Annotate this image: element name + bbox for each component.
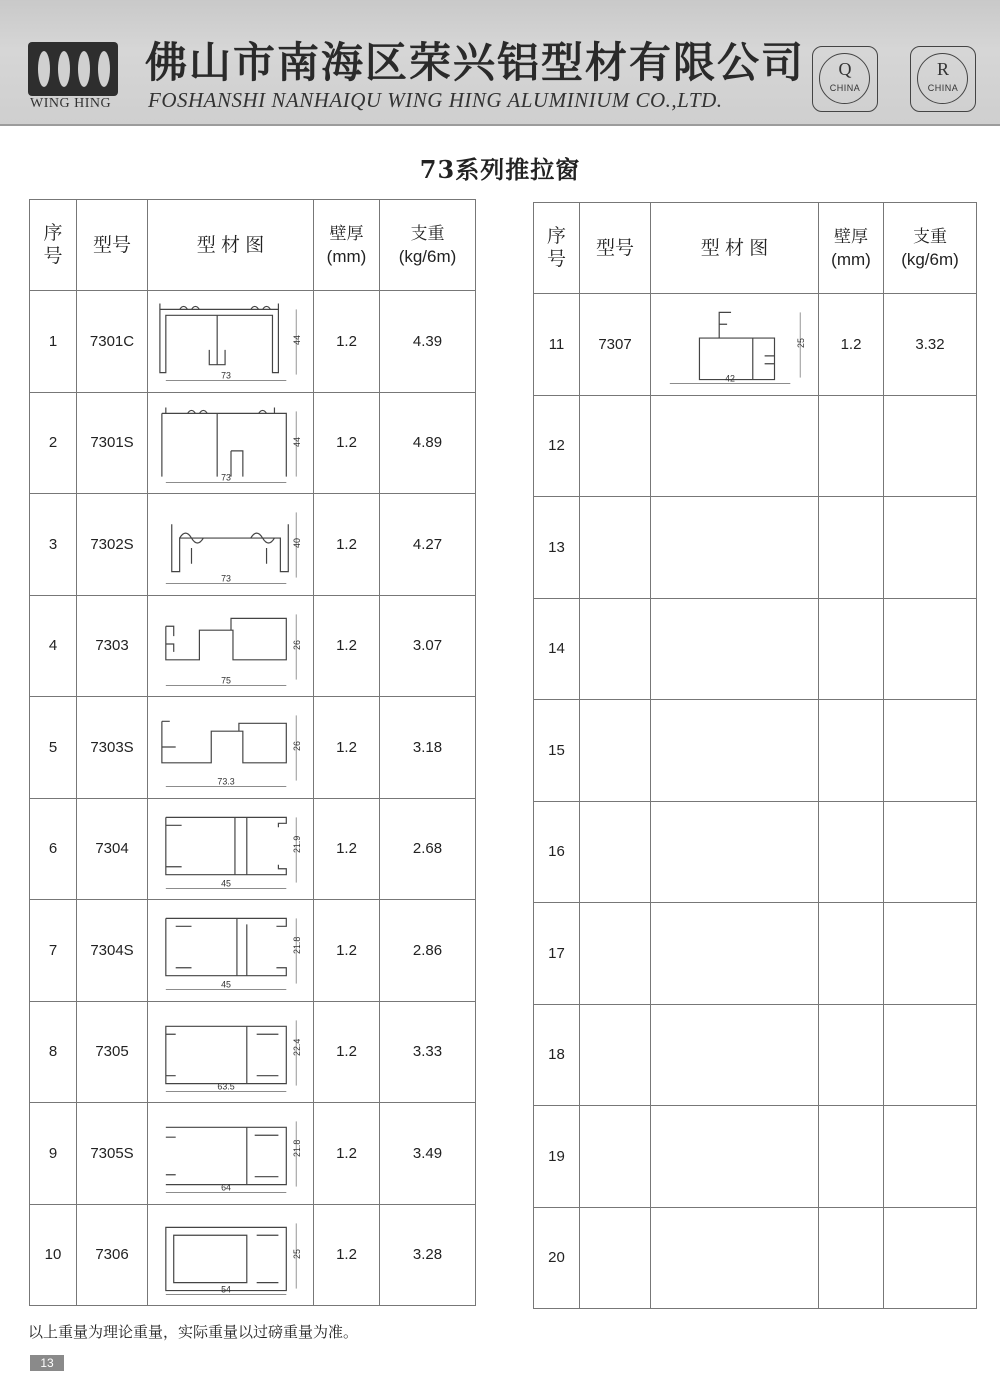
table-row [30, 798, 476, 900]
cell-thickness [819, 395, 884, 497]
cell-thickness [819, 1207, 884, 1309]
dimension-height-label: 21.9 [291, 835, 302, 853]
header-banner [0, 0, 1000, 126]
cell-seq: 3 [30, 494, 77, 596]
table-row [30, 291, 476, 393]
dimension-height-label: 21.8 [291, 1139, 302, 1158]
cell-model: 7304S [77, 900, 148, 1002]
weight-footnote: 以上重量为理论重量，实际重量以过磅重量为准。 [28, 1324, 359, 1341]
table-row [30, 697, 476, 799]
table-row [30, 392, 476, 494]
cell-weight: 4.39 [380, 291, 476, 393]
cell-seq: 17 [534, 903, 580, 1005]
cell-drawing [651, 700, 819, 802]
cell-model: 7301S [77, 392, 148, 494]
cell-weight: 3.49 [380, 1103, 476, 1205]
cell-model: 7303S [77, 697, 148, 799]
dimension-height-label: 40 [291, 538, 302, 549]
cell-seq: 14 [534, 598, 580, 700]
dimension-height-label: 26 [291, 639, 302, 650]
table-row [30, 900, 476, 1002]
cell-thickness: 1.2 [314, 494, 380, 596]
cell-drawing [148, 1001, 314, 1103]
badge-label: CHINA [927, 83, 959, 93]
quality-badge-q [812, 46, 878, 112]
cell-weight [884, 700, 977, 802]
col-header-model: 型号 [77, 200, 148, 291]
cell-weight [884, 598, 977, 700]
dimension-height-label: 26 [291, 741, 302, 752]
col-header-drawing: 型 材 图 [651, 203, 819, 294]
table-header-row [534, 203, 977, 294]
profile-drawing-icon [656, 298, 814, 390]
cell-seq: 10 [30, 1204, 77, 1306]
cell-model [580, 497, 651, 599]
cell-seq: 18 [534, 1004, 580, 1106]
profile-drawing-icon [152, 1107, 310, 1199]
cell-thickness [819, 1106, 884, 1208]
cell-thickness [819, 1004, 884, 1106]
dimension-height-label: 25 [795, 338, 806, 349]
cell-model [580, 395, 651, 497]
cell-drawing [148, 291, 314, 393]
cell-model [580, 801, 651, 903]
cell-drawing [651, 598, 819, 700]
cell-drawing [651, 1106, 819, 1208]
cell-thickness [819, 700, 884, 802]
cell-seq: 6 [30, 798, 77, 900]
cell-weight: 4.89 [380, 392, 476, 494]
cell-drawing [148, 494, 314, 596]
col-header-seq: 序 号 [30, 200, 77, 291]
cell-weight: 4.27 [380, 494, 476, 596]
cell-seq: 4 [30, 595, 77, 697]
cell-thickness [819, 497, 884, 599]
table-row [30, 1001, 476, 1103]
cell-seq: 11 [534, 294, 580, 396]
cell-thickness: 1.2 [314, 900, 380, 1002]
cell-weight [884, 903, 977, 1005]
cell-drawing [148, 1204, 314, 1306]
profile-table-left [29, 199, 476, 1306]
cell-drawing [651, 1207, 819, 1309]
dimension-width-label: 73.3 [216, 776, 235, 787]
table-row [534, 700, 977, 802]
cell-drawing [148, 1103, 314, 1205]
cell-thickness: 1.2 [314, 1001, 380, 1103]
cell-model: 7305 [77, 1001, 148, 1103]
dimension-width-label: 54 [220, 1284, 231, 1295]
cell-seq: 9 [30, 1103, 77, 1205]
logo-text: WING HING [30, 96, 112, 111]
dimension-height-label: 22.4 [291, 1038, 302, 1056]
table-row [30, 1204, 476, 1306]
cell-model: 7306 [77, 1204, 148, 1306]
cell-thickness [819, 801, 884, 903]
profile-drawing-icon [152, 803, 310, 895]
cell-weight: 3.32 [884, 294, 977, 396]
table-row [534, 1207, 977, 1309]
cell-drawing [148, 595, 314, 697]
profile-drawing-icon [152, 498, 310, 590]
cell-weight [884, 1004, 977, 1106]
cell-model: 7305S [77, 1103, 148, 1205]
cell-drawing [148, 697, 314, 799]
cell-drawing [148, 900, 314, 1002]
cell-thickness: 1.2 [314, 595, 380, 697]
dimension-height-label: 21.8 [291, 936, 302, 955]
cell-seq: 13 [534, 497, 580, 599]
cell-seq: 16 [534, 801, 580, 903]
cell-seq: 15 [534, 700, 580, 802]
badge-label: CHINA [829, 83, 861, 93]
cell-thickness: 1.2 [819, 294, 884, 396]
table-row [534, 497, 977, 599]
cell-seq: 19 [534, 1106, 580, 1208]
profile-drawing-icon [152, 904, 310, 996]
company-name-en: FOSHANSHI NANHAIQU WING HING ALUMINIUM CO.,LTD. [148, 88, 723, 112]
cell-drawing [651, 801, 819, 903]
cell-thickness: 1.2 [314, 798, 380, 900]
cell-weight: 2.68 [380, 798, 476, 900]
cell-model [580, 1207, 651, 1309]
cell-thickness: 1.2 [314, 697, 380, 799]
cell-drawing [651, 395, 819, 497]
table-row [30, 595, 476, 697]
profile-drawing-icon [152, 1209, 310, 1301]
cell-weight [884, 497, 977, 599]
cell-thickness: 1.2 [314, 1204, 380, 1306]
table-row [534, 395, 977, 497]
cell-weight [884, 395, 977, 497]
table-header-row [30, 200, 476, 291]
cell-model: 7307 [580, 294, 651, 396]
table-row [534, 801, 977, 903]
cell-drawing [148, 798, 314, 900]
dimension-width-label: 63.5 [216, 1081, 235, 1092]
cell-model [580, 700, 651, 802]
cell-seq: 1 [30, 291, 77, 393]
cell-model [580, 1106, 651, 1208]
cell-model: 7301C [77, 291, 148, 393]
cell-seq: 5 [30, 697, 77, 799]
table-row [534, 1004, 977, 1106]
col-header-drawing: 型 材 图 [148, 200, 314, 291]
badge-letter: R [936, 59, 949, 79]
cell-model [580, 1004, 651, 1106]
page-title: 73系列推拉窗 [419, 155, 581, 184]
col-header-thickness: 壁厚 (mm) [314, 200, 380, 291]
table-row [534, 598, 977, 700]
cell-weight: 3.33 [380, 1001, 476, 1103]
table-row [534, 1106, 977, 1208]
cell-weight [884, 1106, 977, 1208]
cell-model [580, 598, 651, 700]
cell-seq: 8 [30, 1001, 77, 1103]
dimension-width-label: 42 [724, 373, 735, 384]
cell-thickness: 1.2 [314, 1103, 380, 1205]
profile-drawing-icon [152, 701, 310, 793]
profile-table-right [533, 202, 977, 1309]
profile-drawing-icon [152, 295, 310, 387]
table-row [534, 294, 977, 396]
profile-drawing-icon [152, 600, 310, 692]
dimension-width-label: 45 [220, 878, 231, 889]
cell-drawing [651, 1004, 819, 1106]
cell-seq: 20 [534, 1207, 580, 1309]
quality-badge-r [910, 46, 976, 112]
page-number: 13 [30, 1355, 64, 1371]
dimension-height-label: 44 [291, 335, 302, 346]
cell-model: 7302S [77, 494, 148, 596]
dimension-height-label: 25 [291, 1248, 302, 1259]
cell-thickness: 1.2 [314, 291, 380, 393]
cell-seq: 2 [30, 392, 77, 494]
cell-weight: 3.07 [380, 595, 476, 697]
cell-weight: 3.28 [380, 1204, 476, 1306]
col-header-weight: 支重 (kg/6m) [884, 203, 977, 294]
table-row [30, 1103, 476, 1205]
cell-seq: 12 [534, 395, 580, 497]
dimension-height-label: 44 [291, 436, 302, 447]
dimension-width-label: 45 [220, 979, 231, 990]
cell-drawing [651, 497, 819, 599]
col-header-weight: 支重 (kg/6m) [380, 200, 476, 291]
cell-seq: 7 [30, 900, 77, 1002]
dimension-width-label: 64 [220, 1182, 231, 1193]
dimension-width-label: 75 [220, 675, 231, 686]
col-header-model: 型号 [580, 203, 651, 294]
cell-weight [884, 801, 977, 903]
dimension-width-label: 73 [220, 472, 231, 483]
dimension-width-label: 73 [220, 573, 231, 584]
cell-thickness: 1.2 [314, 392, 380, 494]
table-row [534, 903, 977, 1005]
company-name-cn: 佛山市南海区荣兴铝型材有限公司 [145, 38, 806, 87]
profile-drawing-icon [152, 1006, 310, 1098]
table-row [30, 494, 476, 596]
cell-weight: 3.18 [380, 697, 476, 799]
cell-thickness [819, 903, 884, 1005]
col-header-thickness: 壁厚 (mm) [819, 203, 884, 294]
badge-letter: Q [838, 59, 852, 79]
cell-drawing [651, 294, 819, 396]
cell-model: 7304 [77, 798, 148, 900]
cell-drawing [148, 392, 314, 494]
col-header-seq: 序 号 [534, 203, 580, 294]
dimension-width-label: 73 [220, 370, 231, 381]
profile-drawing-icon [152, 397, 310, 489]
cell-weight [884, 1207, 977, 1309]
cell-weight: 2.86 [380, 900, 476, 1002]
cell-model [580, 903, 651, 1005]
cell-model: 7303 [77, 595, 148, 697]
cell-thickness [819, 598, 884, 700]
cell-drawing [651, 903, 819, 1005]
